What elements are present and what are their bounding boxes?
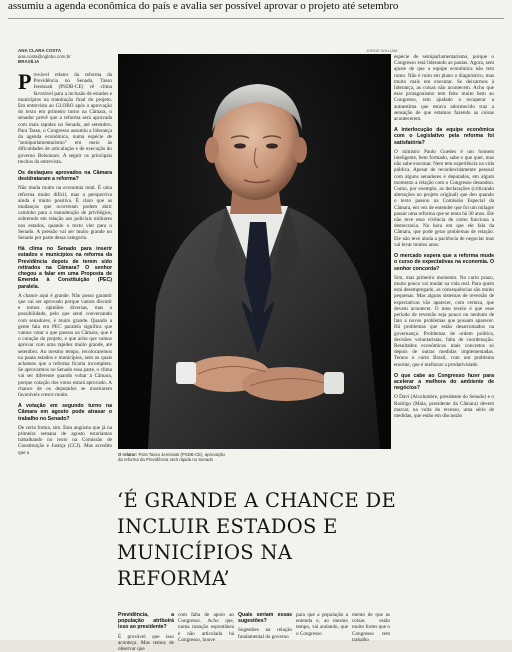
answer-6: O Davi (Alcolumbre, presidente do Senado) e o Rodrigo (Maia, presidente da Câmara) devem marcar, na volta do recesso, uma série de medidas, que estão em discussão: [394, 394, 494, 419]
bottom-answer-3: Sugestões na relação fundamental do governo: [238, 627, 292, 640]
bottom-answer-2: com falta de apoio ao Congresso. Acho que, numa manção espontânea e não articulada há Congresso, houve: [178, 612, 234, 643]
bottom-answer-5: mento de que as coisas estão muito fortes que o Congresso tem trabalho: [352, 612, 390, 643]
question-4: A interlocução da equipe econômica com o Legislativo pela reforma foi satisfatória?: [394, 127, 494, 146]
portrait-photo: [118, 54, 391, 449]
answer-3: De certa forma, sim. Esta angústia que já na primeira semana de agosto estaríamos trabalhando no texto na Comissão de Constituição e Justiça (CCJ). Mas acredito que a: [18, 424, 112, 456]
intro-paragraph: [18, 69, 112, 165]
bottom-answer-4: para que a população a entenda e, ao mesmo tempo, vai andando, que o Congresso: [296, 612, 348, 637]
caption-label: O relator:: [118, 452, 138, 457]
bottom-column-1: [118, 612, 174, 652]
headline: ‘É GRANDE A CHANCE DE INCLUIR ESTADOS E MUNICÍPIOS NA REFORMA’: [117, 489, 396, 590]
right-column: [394, 54, 494, 612]
left-column: [18, 69, 112, 612]
answer-4: O ministro Paulo Guedes é um homem inteligente, bem formado, sabe o que quer, mas não sabe executar. Nem tem experiência na vida pública. Apesar de reconhecidamente pessoal com alguns senadores e deputados, em algum momento a relação com o Congresso desandou. Como, por exemplo, as declarações (criticando alterações no projeto original) que deu quando o texto passou na Comissão Especial da Câmara, em vez de entender que foi um milagre passar uma reforma que se tenta há 30 anos. Ele não teve essa vivência de como funciona a democracia. Na hora em que ele fala da Câmara, que pode gerar problemas de relação. Ele não teve ainda a paciência de negociar mas vai levar muitos anos.: [394, 148, 494, 248]
dropcap: P: [18, 69, 32, 94]
kicker-text: assumiu a agenda econômica do país e avalia ser possível aprovar o projeto até setembro: [8, 0, 399, 12]
byline-place: BRASÍLIA: [18, 59, 40, 64]
bottom-column-3: [238, 612, 292, 640]
byline-name: ANA CLARA COSTA: [18, 48, 62, 53]
byline-email: ana.costa@oglobo.com.br: [18, 53, 71, 59]
answer-1: Não muda muito na economia total. É uma reforma muito difícil, mas a perspectiva ainda é muito positiva. É claro que as mudanças que ocorreram podem abrir caminho para a manutenção de privilégios, sobretudo em relação aos policiais militares nos estados, quando o texto vier para o Senado. A pressão vai ser muito grande no Senado por parte dessa categoria.: [18, 185, 112, 242]
bottom-question-1: Previdência, a população atribuirá isso ao presidente?: [118, 612, 174, 631]
caption-text: Para Tasso Jereissati (PSDB-CE), aprovação da reforma da Previdência será rápida no Senado: [118, 452, 225, 463]
top-divider: [8, 18, 504, 19]
bottom-column-5: [352, 612, 390, 643]
answer-continued: espécie de semiparlamentarismo, porque o Congresso está liderando as pautas. Agora, sem ajuste de que a equipe econômica não tem rumo. Não é ruim em plano o diagnóstico, mas muito mais em executar. Se deixarmos à liderança, as coisas não acontecem. Acho que esse protagonismo tem feito muito bem ao Congresso, tem ajudado a recuperar a autoestima que estava adormecido traz a sensação de que estamos fazendo as coisas acontecerem.: [394, 54, 494, 123]
bottom-column-2: [178, 612, 234, 643]
question-6: O que cabe ao Congresso fazer para acelerar a melhora do ambiente de negócios?: [394, 372, 494, 392]
answer-5: Sim, mas primeiro momento. No curto prazo, muito pouco vai mudar na vida real. Para quem está desempregado, as consequências são muito pequenas. Mas alguns sistemas de reversão de expectativas vão aparecer, com certeza, que devem acontecer. O meu receio é que esse período de reversão seja pouco ou nenhum de fato a novos problemas que possam aparecer. Há problemas que estão desarrumados na governança. Problemas de ordem política, decisões voluntaristas, falta de coordenação. Resultados econômicos mais concretos só depois de outras medidas implementadas. Temos o curto Brasil, com um problema enorme, que é melhorar a produtividade.: [394, 274, 494, 368]
bottom-column-4: [296, 612, 348, 640]
bottom-answer-1: É provável que isso aconteça. Mas temos de observar que: [118, 633, 174, 652]
kicker-line: [0, 0, 512, 14]
intro-text: rovável relator da reforma da Previdência no Senado, Tasso Jereissati (PSDB-CE) vê clima favorável para a inclusão de estados e municípios na tramitação final do projeto. Em entrevista ao GLOBO após a aprovação do texto em primeiro turno na Câmara, o senador prevê que a reforma será aprovada com mais rapidez no Senado, até setembro. Para Tasso, o Congresso assumiu a liderança da agenda econômica, numa espécie de "semiparlamentarismo" em meio às dificuldades de articulação e de execução do governo Bolsonaro. A seguir os principais trechos da entrevista.: [18, 72, 112, 165]
bottom-question-3: Quais seriam essas sugestões?: [238, 612, 292, 625]
byline: [18, 48, 71, 65]
question-3: A votação em segundo turno na Câmara em agosto pode atrasar o trabalho no Senado?: [18, 403, 112, 422]
question-1: Os deslaques aprovados na Câmara desidrataram a reforma?: [18, 170, 112, 183]
question-5: O mercado espera que a reforma mude o curso de expectativas na economia. O senhor concorda?: [394, 253, 494, 272]
photo-caption: [118, 452, 228, 462]
photo-credit: JORGE WILLIAM: [366, 48, 398, 53]
question-2: Há clima no Senado para inserir estados e municípios na reforma da Previdência depois de terem sido retirados na Câmara? O senhor chegou a falar em uma Proposta de Emenda à Constituição (PEC) paralela.: [18, 246, 112, 290]
portrait-illustration: [118, 54, 391, 449]
answer-2: A chance aqui é grande. Não posso garantir que vai ser aprovado porque vamos discutir e tomos opiniões diversas, mas a possibilidade, pelo que senti conversando com senadores, é muito grande. Quando a gente fala em PEC paralela significa que vamos votar o que passou na Câmara, que é o coração do projeto, e que acho que vamos aprovar com uma rapidez muito grande, até setembro. Ao mesmo tempo, recolocaremos na pauta estados e municípios, sem os quais achamos que a reforma ficaria incompleta. Se aprovarmos no Senado essa parte, o clima vai ser diferente quando voltar à Câmara, porque cotação dos votos estará aprovado. A chance de os deputados se mostrarem favoráveis cresce muito.: [18, 292, 112, 398]
